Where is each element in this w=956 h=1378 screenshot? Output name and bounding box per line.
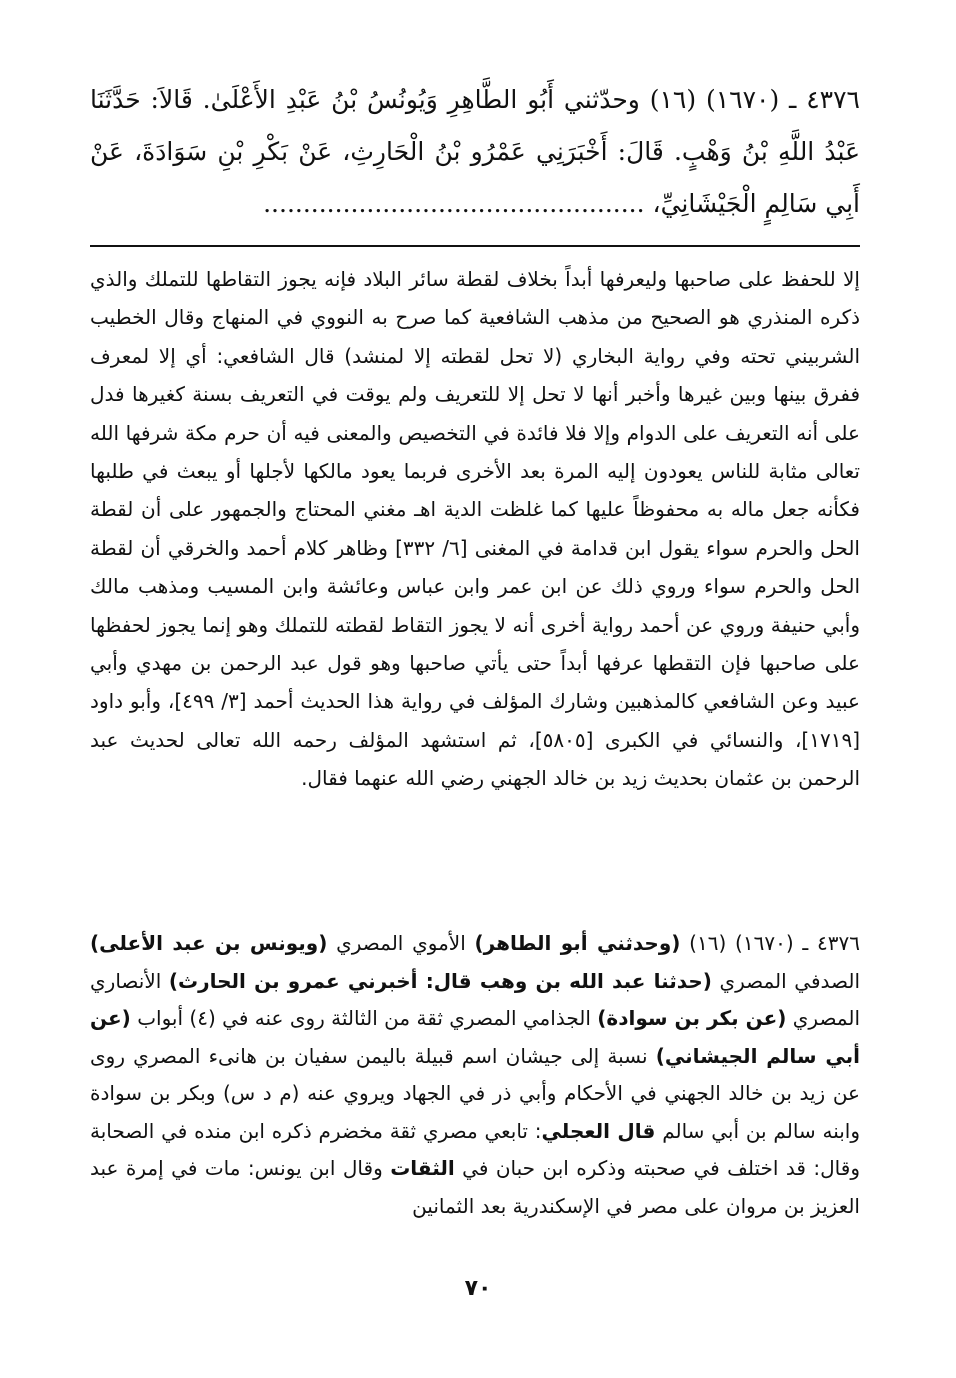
commentary-block — [90, 260, 860, 798]
explanation-text-6: نسبة إلى جيشان اسم قبيلة باليمن سفيان بن هانىء المصري روى عن زيد بن خالد الجهني في الأحكام وأبي ذر في الجهاد ويروي عنه (م د س) وبكر بن سوادة وابنه سالم بن أبي سالم — [90, 1043, 861, 1143]
commentary-paragraph: إلا للحفظ على صاحبها وليعرفها أبداً بخلاف لقطة سائر البلاد فإنه يجوز التقاطها للتملك والذي ذكره المنذري هو الصحيح من مذهب الشافعية كما صرح به النووي في المنهاج وقال الخطيب الشربيني تحته وفي رواية البخاري (لا تحل لقطته إلا لمنشد) قال الشافعي: أي إلا لمعرف ففرق بينها وبين غيرها وأخبر أنها لا تحل إلا للتعريف ولم يوقت في التعريف بسنة كغيرها فدل على أنه التعريف على الدوام وإلا فلا فائدة في التخصيص والمعنى فيه أن حرم مكة شرفها الله تعالى مثابة للناس يعودون إليه المرة بعد الأخرى فربما يعود مالكها لأجلها أو يبعث في طلبها فكأنه جعل ماله به محفوظاً عليها كما غلظت الدية اهـ مغني المحتاج والجمهور على أن لقطة الحل والحرم سواء يقول ابن قدامة في المغنى [٦/ ٣٣٢] وظاهر كلام أحمد والخرقي أن لقطة الحل والحرم سواء وروي ذلك عن ابن عمر وابن عباس وعائشة وابن المسيب ومذهب مالك وأبي حنيفة وروي عن أحمد رواية أخرى أنه لا يجوز التقاط لقطته للتملك وهو إنما يجوز لحفظها على صاحبها فإن التقطها عرفها أبداً حتى يأتي صاحبها وهو قول عبد الرحمن بن مهدي وأبي عبيد وعن الشافعي كالمذهبين وشارك المؤلف في رواية هذا الحديث أحمد [٣/ ٤٩٩]، وأبو داود [١٧١٩]، والنسائي في الكبرى [٥٨٠٥]، ثم استشهد المؤلف رحمه الله تعالى لحديث عبد الرحمن بن عثمان بحديث زيد بن خالد الجهني رضي الله عنهما فقال. — [90, 267, 860, 791]
page-number: ٧٠ — [464, 1276, 492, 1301]
explanation-text-3: الصدفي المصري — [711, 968, 860, 993]
hadith-block — [90, 70, 860, 230]
explanation-block — [90, 925, 860, 1225]
hadith-narration: ٤٣٧٦ ـ (١٦٧٠) (١٦) وحدّثني أَبُو الطَّاهِرِ وَيُونُسُ بْنُ عَبْدِ الأَعْلَىٰ. قَالاَ: حَدَّثَنَا عَبْدُ اللَّهِ بْنُ وَهْبٍ. قَالَ: أَخْبَرَنِي عَمْرُو بْنُ الْحَارِثِ، عَنْ بَكْرِ بْنِ سَوَادَةَ، عَنْ أَبِي سَالِمٍ الْجَيْشَانِيِّ، — [90, 85, 860, 218]
explanation-text-5: الجذامي المصري ثقة من الثالثة روى عنه في (٤) أبواب — [130, 1006, 598, 1030]
separator-rule — [90, 245, 860, 247]
hadith-dots: ................................................ — [263, 189, 645, 218]
explanation-bold-1: (وحدثني أبو الطاهر) — [474, 931, 681, 955]
explanation-text-8: وقال ابن يونس: مات في إمرة عبد العزيز بن مروان على مصر في الإسكندرية بعد الثمانين — [90, 1156, 860, 1218]
explanation-text-7: : تابعي مصري ثقة مخضرم ذكره ابن منده في الصحابة وقال: قد اختلف في صحبته وذكره ابن حبان في — [90, 1118, 860, 1180]
explanation-bold-7: الثقات — [390, 1156, 455, 1180]
explanation-bold-3: (حدثنا عبد الله بن وهب قال: أخبرني عمرو بن الحارث) — [168, 968, 712, 993]
explanation-bold-5: (عن أبي سالم الجيشاني) — [90, 1006, 860, 1068]
explanation-bold-6: قال العجلي — [541, 1118, 656, 1143]
explanation-text-2: الأموي المصري — [327, 931, 475, 955]
explanation-text-4: الأنصاري المصري — [90, 968, 860, 1030]
explanation-bold-2: (ويونس بن عبد الأعلى) — [90, 931, 328, 955]
explanation-bold-4: (عن بكر بن سوادة) — [597, 1006, 787, 1030]
explanation-text-1: ٤٣٧٦ ـ (١٦٧٠) (١٦) — [680, 931, 860, 955]
hadith-text — [90, 70, 860, 230]
